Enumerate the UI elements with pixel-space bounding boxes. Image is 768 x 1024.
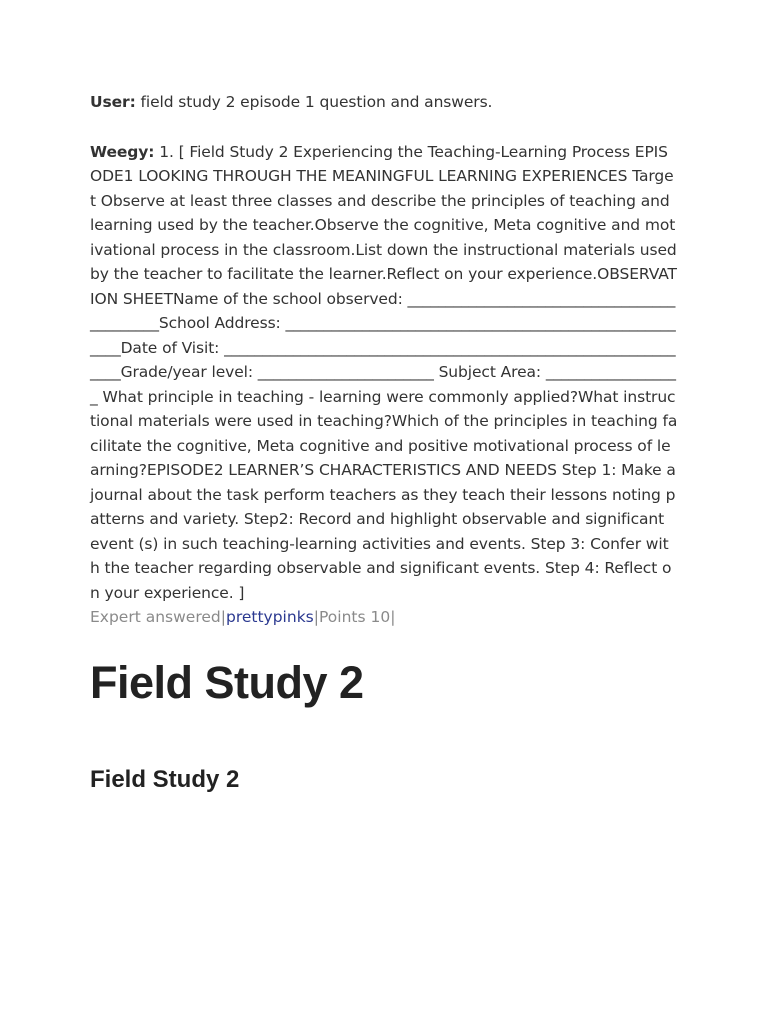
section-subtitle: Field Study 2 [90, 766, 240, 793]
points-label: Points 10 [318, 608, 391, 626]
expert-username-link[interactable]: prettypinks [225, 608, 314, 626]
meta-separator: | [390, 608, 396, 626]
expert-answered-label: Expert answered [90, 608, 221, 626]
answer-speaker: Weegy: [90, 142, 155, 161]
question-line [90, 90, 678, 115]
page-title: Field Study 2 [90, 657, 364, 708]
question-speaker: User: [90, 93, 136, 111]
answer-block [90, 140, 678, 606]
document-page [90, 90, 678, 795]
answer-meta [90, 605, 678, 629]
meta-separator: | [220, 608, 226, 626]
meta-separator: | [313, 608, 319, 626]
question-text: field study 2 episode 1 question and answers. [140, 93, 493, 111]
answer-text: 1. [ Field Study 2 Experiencing the Teaching-Learning Process EPISODE1 LOOKING THROUGH THE MEANINGFUL LEARNING EXPERIENCES Target Observe at least three classes and describe the principles of teaching and learning used by the teacher.Observe the cognitive, Meta cognitive and motivational process in the classroom.List down the instructional materials used by the teacher to facilitate the learner.Reflect on your experience.OBSERVATION SHEETName of the school observed: ____________________________________________School Address: _______________________________________________________Date of Visit: _______________________________________________________________Grade/year level: _______________________ Subject Area: __________________ What principle in teaching - learning were commonly applied?What instructional materials were used in teaching?Which of the principles in teaching facilitate the cognitive, Meta cognitive and positive motivational process of learning?EPISODE2 LEARNER’S CHARACTERISTICS AND NEEDS Step 1: Make a journal about the task perform teachers as they teach their lessons noting patterns and variety. Step2: Record and highlight observable and significant event (s) in such teaching-learning activities and events. Step 3: Confer with the teacher regarding observable and significant events. Step 4: Reflect on your experience. ] [90, 142, 678, 602]
